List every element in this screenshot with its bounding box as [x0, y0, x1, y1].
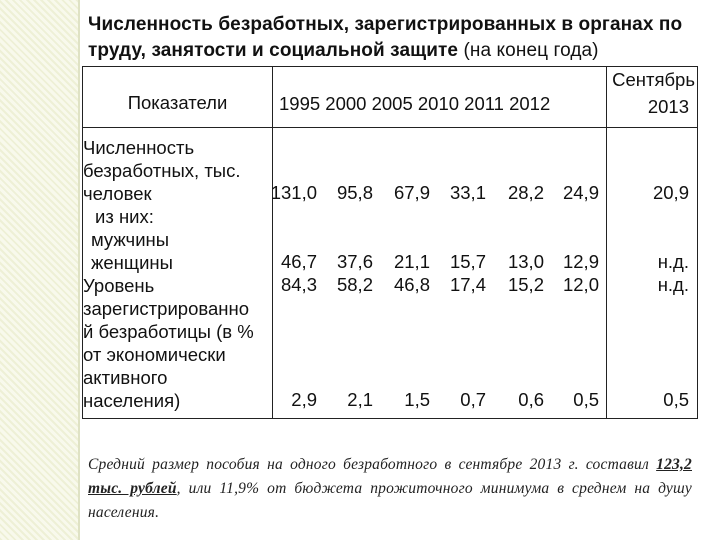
table-cell: 12,0: [562, 274, 599, 295]
years-column: [270, 128, 607, 419]
table-cell: 12,9: [562, 251, 599, 272]
table-cell: 21,1: [393, 251, 430, 272]
table-cell: 84,3: [280, 274, 317, 295]
table-cell: 67,9: [393, 182, 430, 203]
table-cell: 95,8: [336, 182, 373, 203]
title-line-1: Численность безработных, зарегистрированных в органах по: [88, 14, 683, 35]
slide-title: [88, 12, 718, 64]
row-label: й безработицы (в %: [83, 321, 254, 342]
table-cell: 0,6: [518, 389, 544, 410]
table-cell: 1,5: [404, 389, 430, 410]
benefit-amount: 123,2 тыс. рублей: [88, 456, 692, 497]
stripe-edge: [78, 0, 80, 540]
footnote: Средний размер пособия на одного безработного в сентябре 2013 г. составил 123,2 тыс. рублей, или 11,9% от бюджета прожиточного минимума в среднем на душу населения.: [88, 456, 692, 521]
table-cell: 15,2: [507, 274, 544, 295]
label-column: [83, 128, 273, 419]
sep-value: 0,5: [663, 389, 689, 410]
table-cell: 131,0: [270, 182, 317, 203]
table-header-row: [83, 67, 698, 128]
table-body: [83, 128, 698, 419]
row-label: активного: [83, 367, 168, 388]
table-cell: 58,2: [336, 274, 373, 295]
row-label: населения): [83, 390, 181, 411]
sep-value: 20,9: [652, 182, 689, 203]
table-cell: 2,1: [347, 389, 373, 410]
september-column: [607, 128, 698, 419]
row-label: от экономически: [83, 344, 226, 365]
table-cell: 2,9: [291, 389, 317, 410]
row-label: женщины: [91, 252, 173, 273]
sep-value: н.д.: [657, 274, 689, 295]
row-label: Численность: [83, 137, 195, 158]
row-label: Уровень: [83, 275, 155, 296]
decorative-stripe: [0, 0, 78, 540]
table-cell: 37,6: [336, 251, 373, 272]
row-label: зарегистрированно: [83, 298, 249, 319]
table-cell: 0,5: [573, 389, 599, 410]
table-cell: 46,7: [280, 251, 317, 272]
table-cell: 13,0: [507, 251, 544, 272]
header-september: Сентябрь 2013: [607, 67, 698, 128]
table-cell: 0,7: [460, 389, 486, 410]
sep-value: н.д.: [657, 251, 689, 272]
table-cell: 28,2: [507, 182, 544, 203]
row-label: безработных, тыс.: [83, 160, 241, 181]
header-indicators: Показатели: [83, 67, 273, 128]
row-label: человек: [83, 183, 152, 204]
table-cell: 17,4: [449, 274, 486, 295]
table-cell: 46,8: [393, 274, 430, 295]
row-label: из них:: [95, 206, 154, 227]
header-years: 1995 2000 2005 2010 2011 2012: [273, 67, 607, 128]
unemployment-table: [82, 66, 698, 419]
table-cell: 24,9: [562, 182, 599, 203]
row-label: мужчины: [91, 229, 170, 250]
table-cell: 33,1: [449, 182, 486, 203]
title-line-2-bold: труду, занятости и социальной защите: [88, 40, 459, 61]
table-cell: 15,7: [449, 251, 486, 272]
title-line-2-rest: (на конец года): [458, 40, 599, 61]
